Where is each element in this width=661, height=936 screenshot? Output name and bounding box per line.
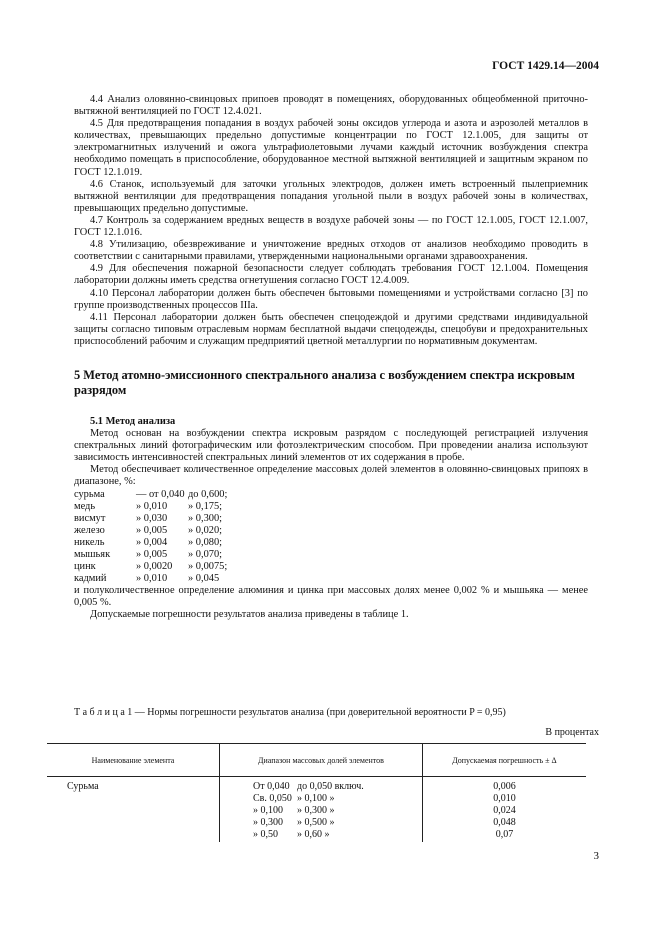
range-upper: » 0,080;: [188, 536, 223, 548]
range-line: [253, 829, 421, 841]
range-to: » 0,300 »: [297, 805, 335, 816]
paragraph-4-11: 4.11 Персонал лаборатории должен быть обеспечен спецодеждой и другими средствами индивидуальной защиты согласно типовым отраслевым нормам бесплатной выдачи спецодежды, спецобуви и предохранительных приспособлений рабочим и служащим предприятий цветной металлургии по нормативным документам.: [74, 311, 588, 347]
range-upper: до 0,600;: [188, 488, 228, 500]
page-header-standard-number: ГОСТ 1429.14—2004: [492, 60, 599, 72]
error-norms-table: [47, 743, 586, 842]
range-lower: » 0,010: [136, 573, 168, 585]
header-allowed-error: Допускаемая погрешность ± Δ: [423, 744, 587, 777]
document-body: [74, 94, 588, 622]
range-line: [253, 805, 421, 817]
error-value: 0,010: [493, 793, 516, 804]
table-caption: Т а б л и ц а 1 — Нормы погрешности результатов анализа (при доверительной вероятности P = 0,95): [74, 707, 506, 718]
range-upper: » 0,070;: [188, 549, 223, 560]
paragraph-4-10: 4.10 Персонал лаборатории должен быть обеспечен бытовыми помещениями и устройствами согласно [3] по группе производственных процессов IIIа.: [74, 287, 588, 311]
header-mass-range: Диапазон массовых долей элементов: [220, 744, 423, 777]
section-5-title: 5 Метод атомно-эмиссионного спектрального анализа с возбуждением спектра искровым разрядом: [74, 367, 575, 397]
paragraph-4-5: 4.5 Для предотвращения попадания в воздух рабочей зоны оксидов углерода и азота и аэрозолей металлов в количествах, превышающих предельно допустимые концентрации по ГОСТ 12.1.005, для защиты от электромагнитных излучений и ожога ультрафиолетовыми лучами каждый источник возбуждения спектра необходимо помещать в приспособление, оборудованное местной вытяжной вентиляцией и защитным экраном по ГОСТ 12.1.019.: [74, 118, 588, 178]
range-from: » 0,100: [253, 805, 283, 816]
range-row: [74, 573, 588, 585]
range-lower: » 0,004: [136, 536, 168, 548]
ranges-intro: Метод обеспечивает количественное определение массовых долей элементов в оловянно-свинцовых припоях в диапазоне, %:: [74, 464, 588, 488]
errors-reference: Допускаемые погрешности результатов анализа приведены в таблице 1.: [90, 609, 409, 621]
range-to: до 0,050 включ.: [297, 781, 364, 792]
table-header-row: [47, 744, 586, 777]
ranges-outro: и полуколичественное определение алюминия и цинка при массовых долях менее 0,002 % и мышьяка — менее 0,005 %.: [74, 585, 588, 609]
error-value: 0,006: [493, 781, 516, 792]
error-value: 0,07: [495, 829, 514, 840]
range-row: [74, 549, 588, 561]
table-row: [47, 777, 586, 843]
paragraph-4-6: 4.6 Станок, используемый для заточки угольных электродов, должен иметь встроенный пылеприемник вытяжной вентиляции для предотвращения попадания угольной пыли в воздух рабочей зоны в количествах, превышающих предельно допустимые.: [74, 178, 588, 214]
range-from: » 0,300: [253, 817, 283, 828]
table-unit-label: В процентах: [545, 727, 599, 738]
range-to: » 0,100 »: [297, 793, 335, 804]
range-lower: » 0,005: [136, 524, 168, 536]
paragraph-4-7: 4.7 Контроль за содержанием вредных веществ в воздухе рабочей зоны — по ГОСТ 12.1.005, ГОСТ 12.1.007, ГОСТ 12.1.016.: [74, 214, 588, 239]
page-number: 3: [593, 850, 599, 862]
range-line: [253, 817, 421, 829]
range-element: железо: [74, 524, 105, 536]
range-lower: » 0,010: [136, 500, 168, 512]
range-upper: » 0,020;: [188, 524, 223, 536]
range-row: [74, 489, 588, 501]
paragraph-4-4: 4.4 Анализ оловянно-свинцовых припоев проводят в помещениях, оборудованных общеобменной приточно-вытяжной вентиляцией по ГОСТ 12.4.021.: [74, 94, 588, 118]
range-row: [74, 537, 588, 549]
paragraph-4-9: 4.9 Для обеспечения пожарной безопасности следует соблюдать требования ГОСТ 12.1.004. Помещения лаборатории должны иметь средства огнетушения согласно ГОСТ 12.4.009.: [74, 263, 588, 287]
range-row: [74, 501, 588, 513]
range-row: [74, 525, 588, 537]
range-element: сурьма: [74, 488, 105, 500]
range-upper: » 0,175;: [188, 500, 223, 512]
paragraph-4-8: 4.8 Утилизацию, обезвреживание и уничтожение вредных отходов от анализов необходимо проводить в соответствии с санитарными правилами, утвержденными национальными органами здравоохранения.: [74, 239, 588, 263]
range-lower: — от 0,040: [136, 488, 185, 500]
range-element: мышьяк: [74, 549, 111, 560]
cell-element: Сурьма: [67, 781, 99, 792]
range-to: » 0,60 »: [297, 829, 330, 840]
range-upper: » 0,0075;: [188, 561, 228, 573]
subsection-5-1-title: [74, 416, 588, 428]
range-element: никель: [74, 536, 105, 548]
range-upper: » 0,300;: [188, 512, 223, 524]
range-from: Св. 0,050: [253, 793, 292, 804]
range-line: [253, 781, 421, 793]
range-from: От 0,040: [253, 781, 290, 792]
header-element-name: Наименование элемента: [47, 744, 220, 777]
cell-ranges: [220, 777, 423, 843]
element-ranges-list: [74, 489, 588, 586]
subsection-5-1-label: 5.1 Метод анализа: [90, 415, 176, 427]
error-value: 0,048: [493, 817, 516, 828]
range-from: » 0,50: [253, 829, 278, 840]
range-to: » 0,500 »: [297, 817, 335, 828]
range-line: [253, 793, 421, 805]
range-lower: » 0,0020: [136, 561, 173, 573]
cell-errors: [423, 777, 587, 843]
range-element: кадмий: [74, 573, 107, 585]
range-row: [74, 561, 588, 573]
method-paragraph: Метод основан на возбуждении спектра искровым разрядом с последующей регистрацией излучения спектральных линий фотографическим или фотоэлектрическим способом. При проведении анализа используют зависимость интенсивностей спектральных линий элементов от их содержания в пробе.: [74, 428, 588, 464]
range-element: медь: [74, 500, 96, 512]
range-upper: » 0,045: [188, 573, 220, 585]
error-value: 0,024: [493, 805, 516, 816]
range-lower: » 0,030: [136, 512, 168, 524]
range-element: висмут: [74, 512, 106, 524]
range-lower: » 0,005: [136, 549, 168, 560]
range-element: цинк: [74, 561, 96, 573]
range-row: [74, 513, 588, 525]
